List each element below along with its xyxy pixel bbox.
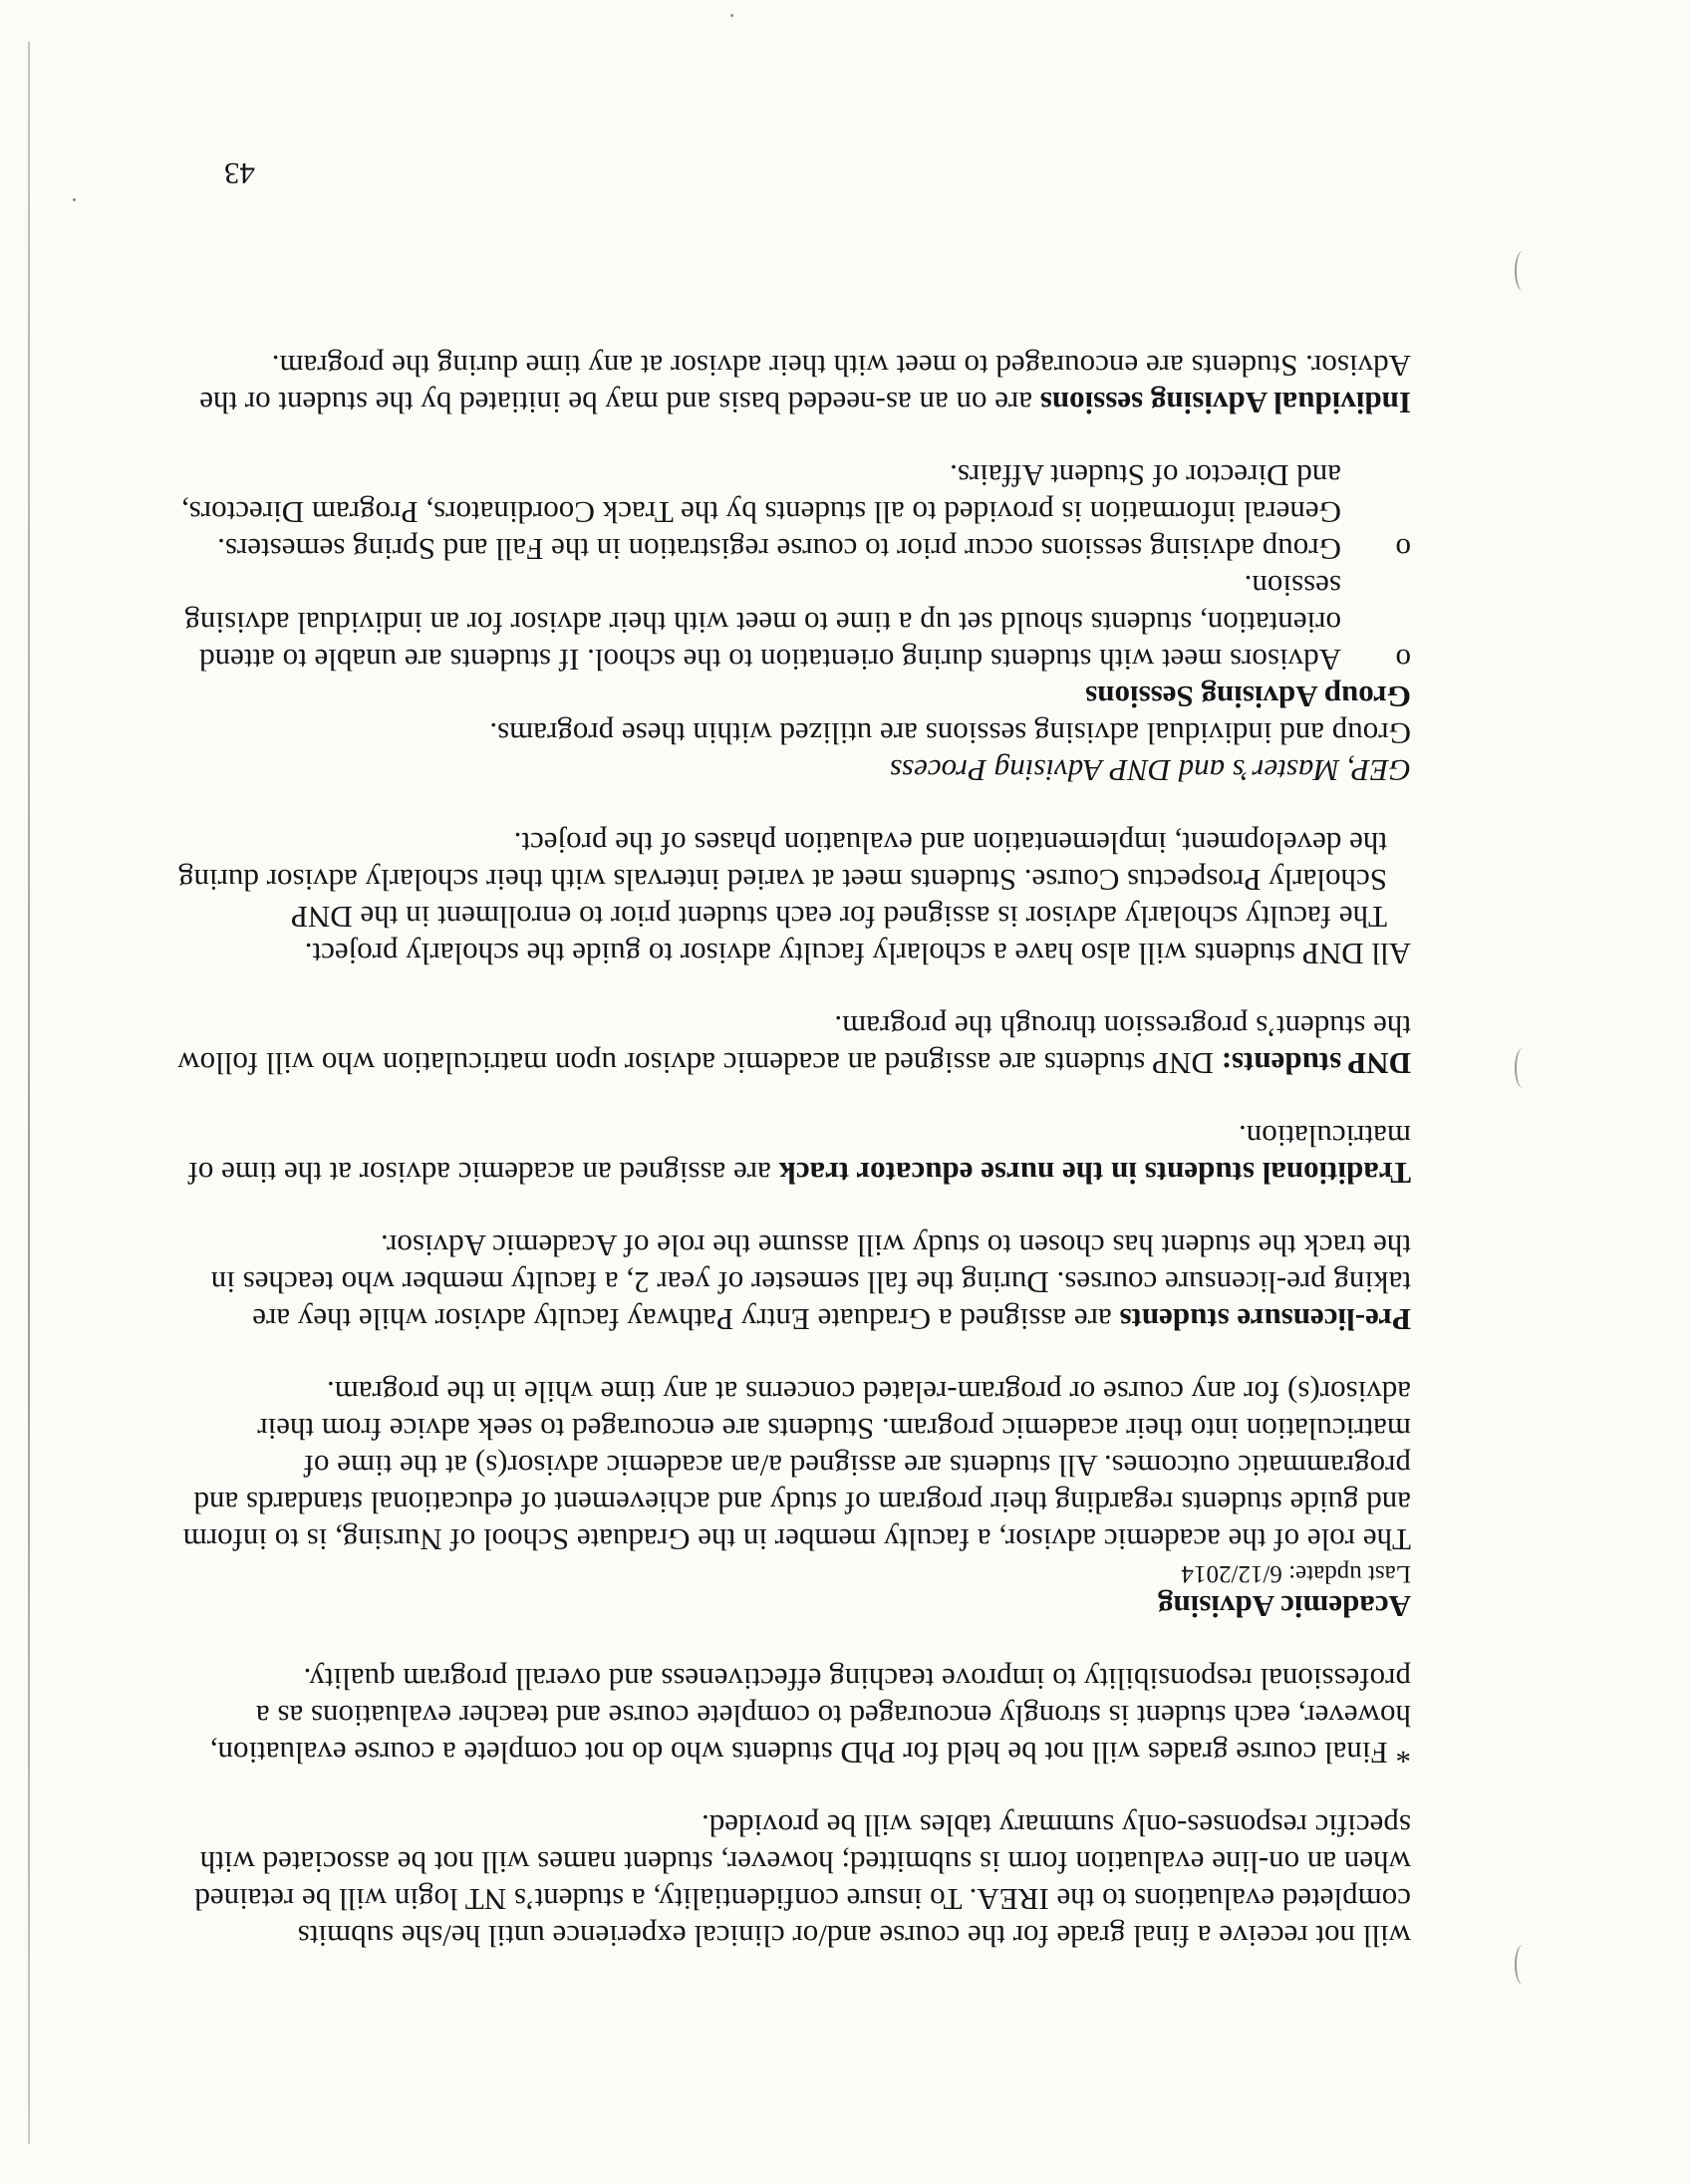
advisor-role-paragraph: The role of the academic advisor, a faculty member in the Graduate School of Nursing, is to inform and guide students regarding their program of study and achievement of educational standards and programmatic outcomes. All students are assigned a/an academic advisor(s) at the time of matriculation into their academic program. Students are encouraged to seek advice from their advisor(s) for any course or program-related concerns at any time while in the program. (182, 1375, 1411, 1557)
page-edge-shadow (28, 42, 30, 2144)
prelicensure-paragraph (175, 1228, 1411, 1338)
scan-speck (73, 198, 76, 201)
dnp-scholarly-detail: The faculty scholarly advisor is assigned for each student prior to enrollment in the DNP Scholarly Prospectus Course. Students meet at varied intervals with their scholarly advisor during the development, implementation and evaluation phases of the project. (177, 826, 1387, 935)
traditional-paragraph (175, 1118, 1411, 1192)
individual-text: are on an as-needed basis and may be initiated by the student or the Advisor. Students are encouraged to meet with their advisor at any time during the program. (199, 349, 1411, 420)
scan-mark (1515, 251, 1531, 291)
gep-intro: Group and individual advising sessions are utilized within these programs. (489, 716, 1411, 751)
group-advising-heading: Group Advising Sessions (1085, 680, 1411, 714)
bullet-marker: o (1395, 532, 1411, 567)
individual-label: Individual Advising sessions (1039, 386, 1411, 420)
dnp-label: DNP students: (1221, 1046, 1411, 1081)
dnp-text: DNP students are assigned an academic advisor upon matriculation who will follow the student’s progression through the program. (177, 1009, 1411, 1081)
page-number: 43 (224, 156, 255, 191)
prelicensure-text: are assigned a Graduate Entry Pathway faculty advisor while they are taking pre-licensure courses. During the fall semester of year 2, a faculty member who teaches in the track the student has chosen to study will assume the role of Academic Advisor. (210, 1228, 1411, 1337)
intro-paragraph: will not receive a final grade for the course and/or clinical experience until he/she submits completed evaluations to the IREA. To insure confidentiality, a student’s NT login will be retained when an on-line evaluation form is submitted; however, student names will not be associated with specific responses-only summary tables will be provided. (194, 1808, 1411, 1954)
scan-mark (1515, 1945, 1531, 1985)
dnp-scholarly-paragraph: All DNP students will also have a scholarly faculty advisor to guide the scholarly project. (304, 937, 1411, 971)
traditional-text: are assigned an academic advisor at the time of matriculation. (187, 1119, 1411, 1191)
page-body (175, 348, 1411, 1955)
bullet-text: Advisors meet with students during orientation to the school. If students are unable to attend orientation, students should set up a time to meet with their advisor for an individual advising session. (184, 569, 1341, 678)
footnote-paragraph: * Final course grades will not be held for PhD students who do not complete a course evaluation, however, each student is strongly encouraged to complete course and teacher evaluations as a professional responsibility to improve teaching effectiveness and overall program quality. (209, 1662, 1411, 1771)
section-heading-gep: GEP, Master’s and DNP Advising Process (890, 753, 1411, 788)
list-item (175, 457, 1411, 568)
dnp-paragraph (175, 1008, 1411, 1082)
bullet-marker: o (1395, 643, 1411, 678)
last-update: Last update: 6/12/2014 (1181, 1560, 1411, 1587)
bullet-text: Group advising sessions occur prior to course registration in the Fall and Spring semesters. General information is provided to all students by the Track Coordinators, Program Directors, and Director of Student Affairs. (180, 458, 1341, 567)
section-heading-academic-advising: Academic Advising (1157, 1589, 1411, 1624)
scan-speck (730, 14, 733, 17)
prelicensure-label: Pre-licensure students (1119, 1302, 1411, 1337)
scan-mark (1515, 1048, 1531, 1088)
individual-advising-paragraph (175, 348, 1411, 421)
traditional-label: Traditional students in the nurse educator track (778, 1156, 1411, 1191)
list-item (175, 568, 1411, 679)
